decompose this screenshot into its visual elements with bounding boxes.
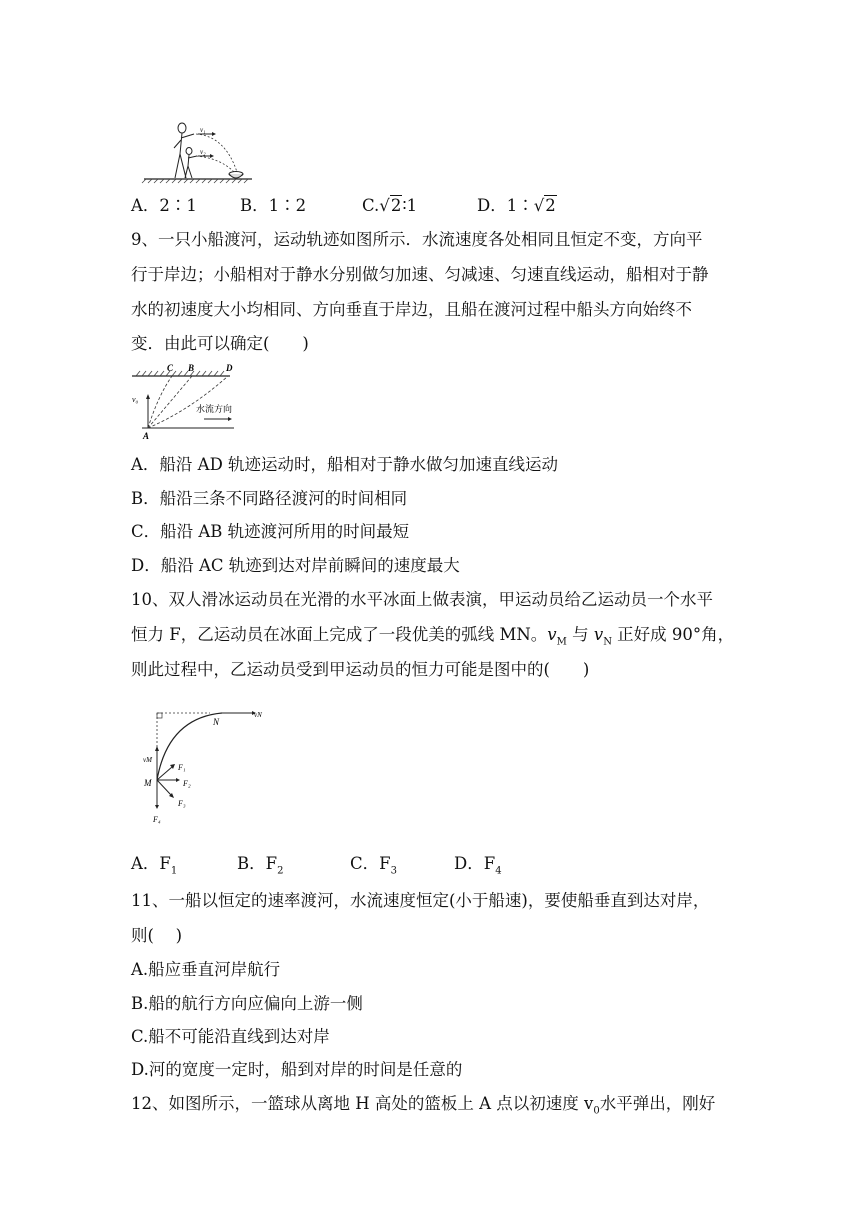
q10-option-d-text: D．F: [454, 854, 496, 873]
vn-subscript: N: [603, 636, 612, 648]
q10-n-label: N: [213, 717, 220, 727]
q9-option-b: B．船沿三条不同路径渡河的时间相同: [131, 489, 408, 508]
vn-symbol: v: [593, 625, 604, 644]
q9-option-a: A．船沿 AD 轨迹运动时，船相对于静水做匀加速直线运动: [131, 455, 559, 474]
q10-stem-2b: 正好成 90°角，: [611, 625, 735, 644]
q8-option-d-prefix: D．1∶: [477, 196, 534, 215]
q11-option-d: D.河的宽度一定时，船到对岸的时间是任意的: [131, 1060, 463, 1079]
q8-v1-label: v₁: [200, 126, 206, 134]
q11-option-b: B.船的航行方向应偏向上游一侧: [131, 994, 363, 1013]
q9-stem-line-1: 9、一只小船渡河，运动轨迹如图所示．水流速度各处相同且恒定不变，方向平: [131, 230, 703, 249]
q10-option-c-sub: 3: [390, 865, 397, 877]
q9-option-d: D．船沿 AC 轨迹到达对岸前瞬间的速度最大: [131, 556, 460, 575]
q10-option-d: [454, 853, 502, 882]
vm-symbol: v: [547, 625, 557, 644]
q10-f3-label: F₃: [178, 799, 186, 808]
q10-stem-2mid: 与: [566, 625, 594, 644]
q9-stem-line-2: 行于岸边；小船相对于静水分别做匀加速、匀减速、匀速直线运动，船相对于静: [131, 265, 709, 284]
q12-stem-1a: 12、如图所示，一篮球从离地 H 高处的篮板上 A 点以初速度 v: [131, 1094, 594, 1113]
q10-vm-label: vM: [143, 756, 152, 764]
q9-option-c: C．船沿 AB 轨迹渡河所用的时间最短: [131, 522, 410, 541]
q8-figure: [140, 116, 260, 184]
q8-option-b: B．1∶2: [240, 196, 307, 215]
vm-subscript: M: [556, 636, 567, 648]
sqrt-sign: √2: [379, 196, 402, 215]
q10-option-c: [350, 853, 397, 882]
q11-stem-line-2: 则( ): [131, 926, 183, 945]
q10-option-c-text: C．F: [350, 854, 391, 873]
q10-stem-line-3: 则此过程中，乙运动员受到甲运动员的恒力可能是图中的( ): [131, 660, 590, 679]
q8-option-a: A．2∶1: [131, 196, 197, 215]
q12-stem-line-1: [131, 1093, 715, 1122]
q9-label-d: D: [226, 363, 233, 373]
q9-flow-label: 水流方向: [196, 404, 233, 414]
q10-option-b: [237, 853, 283, 882]
q9-stem-line-3: 水的初速度大小均相同、方向垂直于岸边，且船在渡河过程中船头方向始终不: [131, 300, 692, 319]
q8-option-d: [477, 195, 557, 217]
q8-option-c-prefix: C.: [362, 196, 380, 215]
q10-option-a: [131, 853, 177, 882]
q12-v0-subscript: 0: [593, 1105, 600, 1117]
q8-v2-label: v₂: [200, 148, 206, 156]
q9-figure: [130, 362, 250, 440]
q10-f2-label: F₂: [183, 779, 191, 788]
tall-thrower: [174, 123, 194, 178]
q11-option-a: A.船应垂直河岸航行: [131, 960, 281, 979]
q12-stem-1b: 水平弹出，刚好: [599, 1094, 716, 1113]
q11-stem-line-1: 11、一船以恒定的速率渡河，水流速度恒定(小于船速)，要使船垂直到达对岸，: [131, 891, 710, 910]
q10-vn-label: vN: [254, 711, 262, 719]
q10-option-b-sub: 2: [277, 865, 284, 877]
q10-option-b-text: B．F: [237, 854, 278, 873]
q9-v0-label: v₀: [132, 395, 139, 404]
q10-stem-line-1: 10、双人滑冰运动员在光滑的水平冰面上做表演，甲运动员给乙运动员一个水平: [131, 590, 713, 609]
q8-option-d-radicand: 2: [545, 196, 556, 215]
q9-stem-line-4: 变．由此可以确定( ): [131, 334, 309, 353]
sqrt-sign: √2: [533, 196, 556, 215]
q10-figure: [140, 704, 270, 830]
q10-option-d-sub: 4: [495, 865, 502, 877]
q10-stem-2a: 恒力 F，乙运动员在冰面上完成了一段优美的弧线 MN。: [131, 625, 548, 644]
short-thrower: [185, 148, 197, 179]
q10-stem-line-2: [131, 624, 734, 653]
q10-option-a-sub: 1: [170, 865, 178, 877]
q10-f1-label: F₁: [178, 763, 186, 772]
q11-option-c: C.船不可能沿直线到达对岸: [131, 1027, 330, 1046]
q8-option-c-radicand: 2: [390, 196, 402, 215]
q10-f4-label: F₄: [153, 815, 161, 824]
q9-label-c: C: [167, 363, 174, 373]
q8-option-c-suffix: ∶1: [402, 196, 418, 215]
q8-option-c: [362, 195, 417, 217]
q9-label-a: A: [143, 431, 150, 440]
q10-m-label: M: [144, 778, 152, 788]
q9-label-b: B: [188, 363, 195, 373]
q10-option-a-text: A．F: [131, 854, 171, 873]
